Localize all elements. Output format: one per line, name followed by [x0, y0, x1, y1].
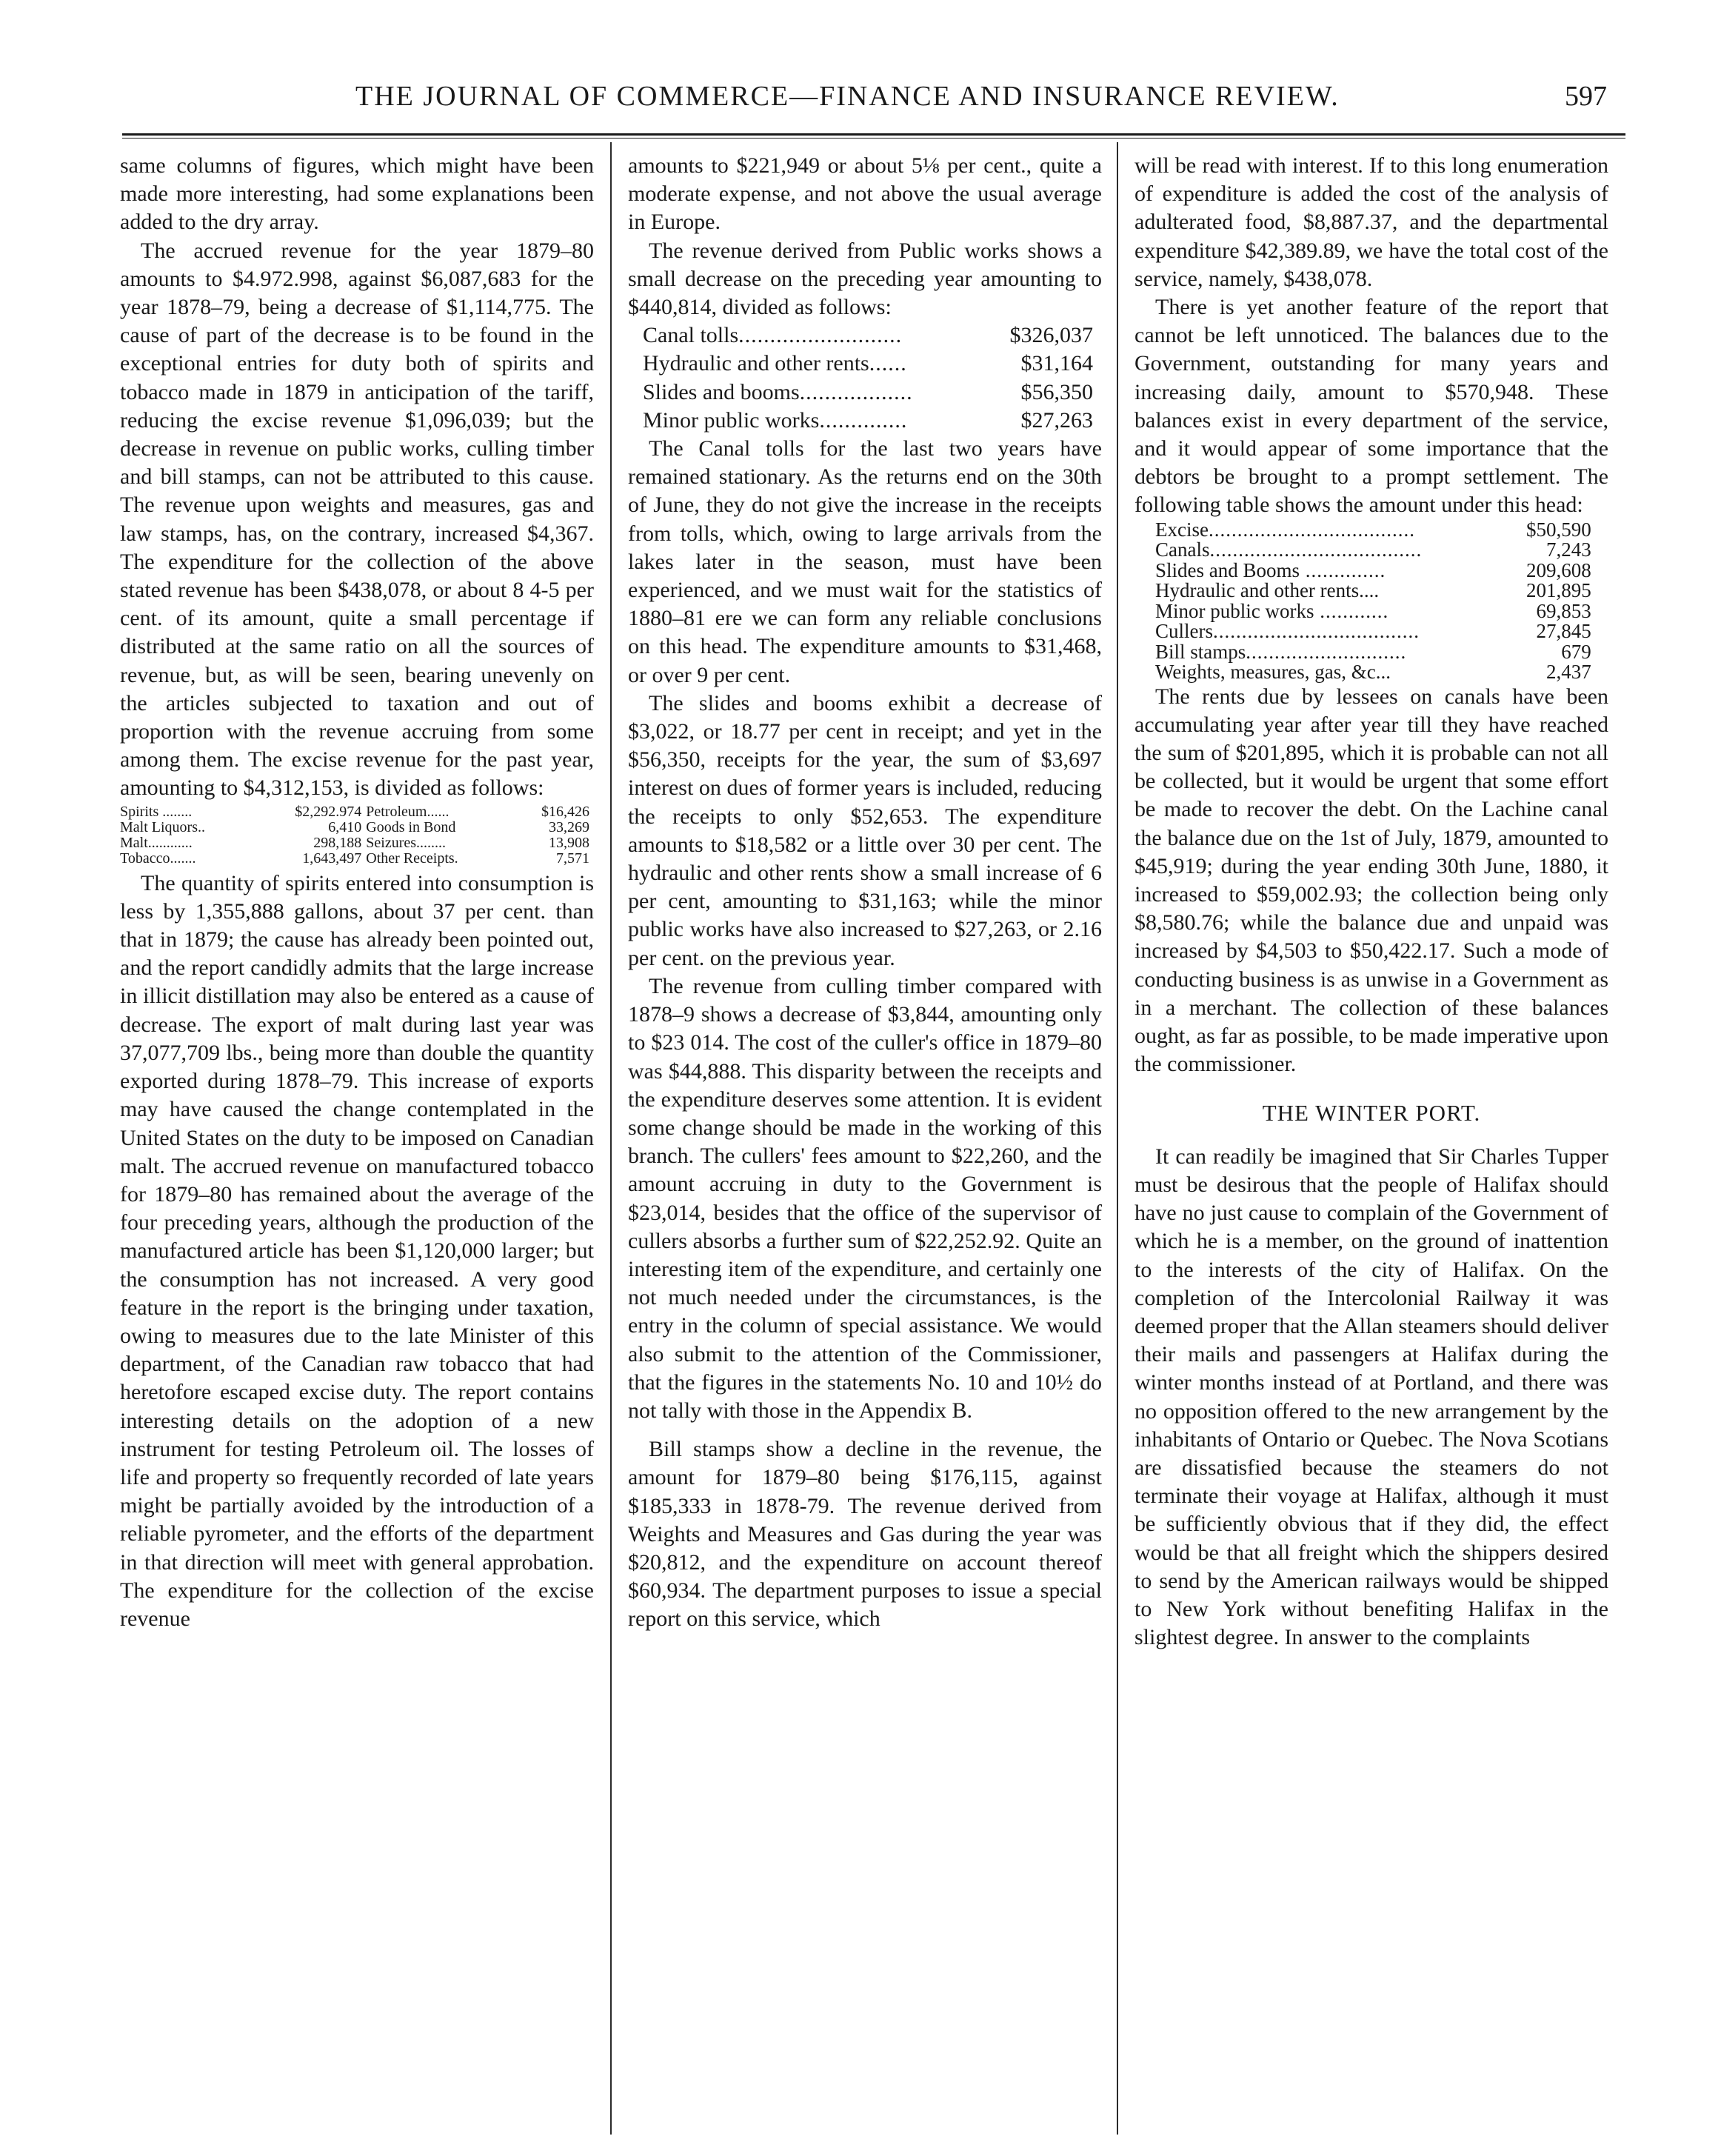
- table-cell: $2,292.974: [295, 803, 362, 820]
- table-cell: 201,895: [1526, 579, 1591, 602]
- balances-table: [1155, 520, 1591, 683]
- table-cell: 2,437: [1546, 661, 1591, 684]
- list-value: $31,164: [1020, 351, 1093, 376]
- table-row: [120, 835, 594, 851]
- paragraph: The revenue from culling timber compared with 1878–9 shows a decrease of $3,844, amounting only to $23 014. The cost of the culler's office in 1879–80 was $44,888. This disparity between the receipts and the expenditure deserves some attention. It is evident some change should be made in the working of this branch. The cullers' fees amount to $22,260, and the amount accruing in duty to the Government is $23,014, besides that the office of the supervisor of cullers absorbs a further sum of $22,252.92. Quite an interesting item of the expenditure, and certainly one not much needed under the circumstances, is the entry in the column of special assistance. We would also submit to the attention of the Commissioner, that the figures in the statements No. 10 and 10½ do not tally with those in the Appendix B.: [628, 973, 1102, 1423]
- list-item: [643, 321, 1093, 350]
- table-cell: $50,590: [1526, 518, 1591, 541]
- table-cell: 298,188: [313, 834, 362, 851]
- table-row: [1155, 581, 1591, 601]
- list-label-text: Minor public works: [643, 407, 820, 433]
- table-cell: Malt Liquors..: [120, 818, 205, 835]
- paragraph: amounts to $221,949 or about 5⅛ per cent., quite a moderate expense, and not above the usual average in Europe.: [628, 153, 1102, 235]
- page-number: 597: [1565, 81, 1607, 112]
- paragraph: It can readily be imagined that Sir Charles Tupper must be desirous that the people of Halifax should have no just cause to complain of the Government of which he is a member, on the ground of inattention to the interests of the city of Halifax. On the completion of the Intercolonial Railway it was deemed proper that the Allan steamers should deliver their mails and passengers at Halifax during the winter months instead of at Portland, and there was no opposition offered to the new arrangement by the inhabitants of Ontario or Quebec. The Nova Scotians are dissatisfied because the steamers do not terminate their voyage at Halifax, although it must be sufficiently obvious that if they did, the effect would be that all freight which the shippers desired to send by the American railways would be shipped to New York without benefiting Halifax in the slightest degree. In answer to the complaints: [1134, 1144, 1608, 1650]
- paragraph: The revenue derived from Public works shows a small decrease on the preceding year amounting to $440,814, divided as follows:: [628, 238, 1102, 320]
- list-value: $56,350: [1020, 379, 1093, 404]
- table-cell: Slides and Booms ..............: [1155, 558, 1386, 581]
- table-cell: 6,410: [328, 818, 362, 835]
- list-value: $326,037: [1009, 323, 1093, 348]
- table-cell: 69,853: [1536, 599, 1591, 622]
- table-row: [1155, 642, 1591, 663]
- table-cell: $16,426: [541, 803, 589, 820]
- table-cell: [1155, 581, 1506, 601]
- table-cell: Spirits ........: [120, 803, 193, 820]
- column-middle: [628, 152, 1102, 1634]
- list-item: [643, 378, 1093, 407]
- paragraph: The quantity of spirits entered into consumption is less by 1,355,888 gallons, about 37 per cent. than that in 1879; the cause has already been pointed out, and the report candidly admits that the large increase in illicit distillation may also be entered as a cause of decrease. The export of malt during last year was 37,077,709 lbs., being more than double the quantity exported during 1878–79. This increase of exports may have caused the change contemplated in the United States on the duty to be imposed on Canadian malt. The accrued revenue on manufactured tobacco for 1879–80 has remained about the average of the four preceding years, although the production of the manufactured article has been $1,120,000 larger; but the consumption has not increased. A very good feature in the report is the bringing under taxation, owing to measures due to the late Minister of this department, of the Canadian raw tobacco that had heretofore escaped excise duty. The report contains interesting details on the adoption of a new instrument for testing Petroleum oil. The losses of life and property so frequently recorded of late years might be partially avoided by the introduction of a reliable pyrometer, and the efforts of the department in that direction will meet with general approbation. The expenditure for the collection of the excise revenue: [120, 870, 594, 1631]
- table-cell: 33,269: [549, 818, 589, 835]
- table-cell: 13,908: [549, 834, 589, 851]
- balance-label: Canals: [1155, 538, 1210, 561]
- table-cell: 7,571: [556, 850, 589, 867]
- table-cell: 27,845: [1536, 620, 1591, 643]
- table-row: [1155, 561, 1591, 581]
- list-label-text: Slides and booms: [643, 379, 800, 404]
- table-cell: Minor public works ............: [1155, 599, 1389, 622]
- table-cell: Goods in Bond: [366, 818, 456, 835]
- list-label: Canal tolls..........................: [643, 323, 903, 348]
- balance-label: Weights, measures, gas, &c...: [1155, 661, 1391, 684]
- paragraph: The slides and booms exhibit a decrease of $3,022, or 18.77 per cent in receipt; and yet in the $56,350, receipts for the year, the sum of $3,697 interest on dues of former years is included, reducing the receipts to only $52,653. The expenditure amounts to $18,582 or a little over 30 per cent. The hydraulic and other rents show a small increase of 6 per cent, amounting to $31,163; while the minor public works have also increased to $27,263, or 2.16 per cent. on the previous year.: [628, 690, 1102, 970]
- column-left: [120, 152, 594, 1633]
- table-cell: Other Receipts.: [366, 850, 458, 867]
- table-row: [1155, 540, 1591, 561]
- table-cell: Tobacco.......: [120, 850, 196, 867]
- balance-label: Slides and Booms: [1155, 558, 1300, 581]
- list-item: [643, 350, 1093, 378]
- list-value: $27,263: [1020, 407, 1093, 433]
- paragraph: There is yet another feature of the report that cannot be left unnoticed. The balances due to the Government, outstanding for many years and increasing daily, amount to $570,948. These balances exist in every department of the service, and it would appear of some importance that the debtors be brought to a prompt settlement. The following table shows the amount under this head:: [1134, 295, 1608, 518]
- table-cell: 209,608: [1526, 558, 1591, 581]
- table-cell: 7,243: [1546, 538, 1591, 561]
- table-cell: Cullers....................................: [1155, 620, 1420, 643]
- balance-label: Hydraulic and other rents....: [1155, 579, 1380, 602]
- public-works-list: [643, 321, 1093, 435]
- table-row: [1155, 520, 1591, 541]
- table-row: [120, 820, 594, 835]
- list-label: Hydraulic and other rents......: [643, 351, 907, 376]
- table-cell: Malt............: [120, 834, 193, 851]
- column-divider: [610, 142, 612, 2135]
- section-title: THE WINTER PORT.: [1262, 1100, 1481, 1127]
- paragraph: The Canal tolls for the last two years have remained stationary. As the returns end on the 30th of June, they do not give the increase in the receipts from tolls, which, owing to large arrivals from the lakes later in the season, must have been experienced, and we must wait for the statistics of 1880–81 ere we can form any reliable conclusions on this head. The expenditure amounts to $31,468, or over 9 per cent.: [628, 436, 1102, 687]
- table-cell: Seizures........: [366, 834, 447, 851]
- list-label-text: Hydraulic and other rents: [643, 351, 869, 376]
- column-right: [1134, 152, 1608, 1652]
- page-header: [118, 80, 1607, 124]
- column-divider: [1117, 142, 1118, 2135]
- paragraph: Bill stamps show a decline in the revenue, the amount for 1879–80 being $176,115, against $185,333 in 1878-79. The revenue derived from Weights and Measures and Gas during the year was $20,812, and the expenditure on account thereof $60,934. The department purposes to issue a special report on this service, which: [628, 1437, 1102, 1632]
- paragraph: will be read with interest. If to this long enumeration of expenditure is added the cost of the analysis of adulterated food, $8,887.37, and the departmental expenditure $42,389.89, we have the total cost of the service, namely, $438,078.: [1134, 153, 1608, 291]
- table-row: [1155, 662, 1591, 683]
- balance-label: Minor public works: [1155, 599, 1314, 622]
- table-row: [1155, 601, 1591, 622]
- table-cell: 679: [1561, 640, 1591, 663]
- table-cell: Petroleum......: [366, 803, 450, 820]
- paragraph: The rents due by lessees on canals have been accumulating year after year till they have reached the sum of $201,895, which it is probable can not all be collected, but it would be urgent that some effort be made to recover the debt. On the Lachine canal the balance due on the 1st of July, 1879, amounted to $45,919; during the year ending 30th June, 1880, it increased to $59,002.93; the collection being only $8,580.76; while the balance due and unpaid was increased by $4,503 to $50,422.17. Such a mode of conducting business is as unwise in a Government as in a merchant. The collection of these balances ought, as far as possible, to be made imperative upon the commissioner.: [1134, 684, 1608, 1077]
- table-row: [120, 851, 594, 867]
- excise-revenue-table: [120, 804, 594, 867]
- list-item: [643, 407, 1093, 435]
- list-label-text: Canal tolls: [643, 323, 739, 348]
- paragraph: same columns of figures, which might have been made more interesting, had some explanations been added to the dry array.: [120, 153, 594, 235]
- list-label: Slides and booms..................: [643, 379, 913, 404]
- table-cell: [1155, 662, 1506, 683]
- balance-label: Excise: [1155, 518, 1209, 541]
- running-title: THE JOURNAL OF COMMERCE—FINANCE AND INSURANCE REVIEW.: [355, 81, 1340, 112]
- header-rule: [122, 133, 1625, 136]
- paragraph: The accrued revenue for the year 1879–80 amounts to $4.972.998, against $6,087,683 for the year 1878–79, being a decrease of $1,114,775. The cause of part of the decrease is to be found in the exceptional entries for duty both of spirits and tobacco made in 1879 in anticipation of the tariff, reducing the excise revenue $1,096,039; but the decrease in revenue on public works, culling timber and bill stamps, can not be attributed to this cause. The revenue upon weights and measures, gas and law stamps, has, on the contrary, increased $4,367. The expenditure for the collection of the above stated revenue has been $438,078, or about 8 4-5 per cent. of its amount, quite a small percentage if distributed at the same ratio on all the sources of revenue, but, as will be seen, bearing unevenly on the articles subjected to taxation and out of proportion with the revenue accruing from some among them. The excise revenue for the past year, amounting to $4,312,153, is divided as follows:: [120, 238, 594, 801]
- table-cell: 1,643,497: [302, 850, 362, 867]
- table-cell: Canals.....................................: [1155, 538, 1423, 561]
- table-row: [120, 804, 594, 820]
- table-row: [1155, 621, 1591, 642]
- balance-label: Cullers: [1155, 620, 1213, 643]
- balance-label: Bill stamps: [1155, 640, 1246, 663]
- list-label: Minor public works..............: [643, 407, 908, 433]
- table-cell: Excise....................................: [1155, 518, 1415, 541]
- table-cell: Bill stamps............................: [1155, 640, 1407, 663]
